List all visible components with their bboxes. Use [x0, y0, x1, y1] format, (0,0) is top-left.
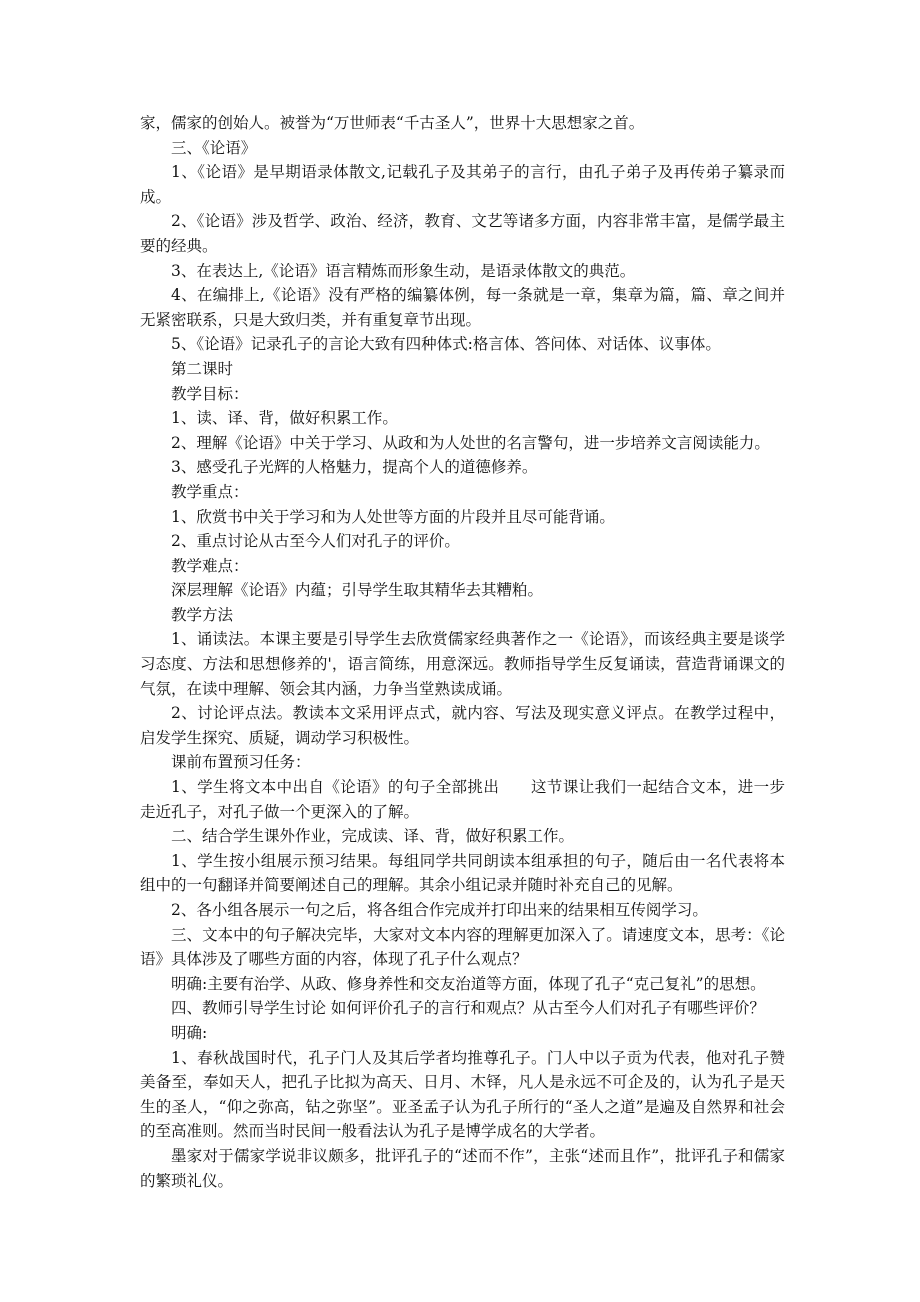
- goal-item-2: 2、理解《论语》中关于学习、从政和为人处世的名言警句，进一步培养文言阅读能力。: [171, 433, 770, 452]
- paragraph-intro-continuation: 家，儒家的创始人。被誉为“万世师表“千古圣人”，世界十大思想家之首。: [140, 114, 645, 132]
- section-heading-lunyu: 三、《论语》: [171, 138, 257, 157]
- focus-item-1: 1、欣赏书中关于学习和为人处世等方面的片段并且尽可能背诵。: [171, 507, 615, 526]
- section-four-mohist-view: 墨家对于儒家学说非议颇多，批评孔子的“述而不作”，主张“述而且作”，批评孔子和儒家的繁琐礼仪。: [140, 1146, 785, 1190]
- section-three-paragraph: 三、文本中的句子解决完毕，大家对文本内容的理解更加深入了。请速度文本，思考：《论语》具体涉及了哪些方面的内容，体现了孔子什么观点？: [140, 925, 785, 969]
- paragraph-lunyu-point-5: 5、《论语》记录孔子的言论大致有四种体式:格言体、答问体、对话体、议事体。: [171, 335, 721, 354]
- difficulty-item: 深层理解《论语》内蕴；引导学生取其精华去其糟粕。: [171, 581, 544, 600]
- paragraph-lunyu-point-1: 1、《论语》是早期语录体散文,记载孔子及其弟子的言行，由孔子弟子及再传弟子纂录而成。: [140, 163, 785, 206]
- method-item-2: 2、讨论评点法。教读本文采用评点式，就内容、写法及现实意义评点。在教学过程中，启发学生探究、质疑，调动学习积极性。: [140, 704, 785, 747]
- section-four-heading: 四、教师引导学生讨论 如何评价孔子的言行和观点？从古至今人们对孔子有哪些评价？: [171, 999, 765, 1018]
- heading-teaching-method: 教学方法: [171, 605, 234, 624]
- goal-item-3: 3、感受孔子光辉的人格魅力，提高个人的道德修养。: [171, 458, 538, 477]
- section-two-item-1: 1、学生按小组展示预习结果。每组同学共同朗读本组承担的句子，随后由一名代表将本组中的一句翻译并简要阐述自己的理解。其余小组记录并随时补充自己的见解。: [140, 851, 785, 895]
- section-two-heading: 二、结合学生课外作业，完成读、译、背，做好积累工作。: [171, 827, 575, 846]
- section-three-answer: 明确:主要有治学、从政、修身养性和交友治道等方面，体现了孔子“克己复礼”的思想。: [171, 974, 766, 993]
- preview-item-1: 1、学生将文本中出自《论语》的句子全部挑出 这节课让我们一起结合文本，进一步走近孔子，对孔子做一个更深入的了解。: [140, 778, 785, 821]
- goal-item-1: 1、读、译、背，做好积累工作。: [171, 409, 398, 428]
- focus-item-2: 2、重点讨论从古至今人们对孔子的评价。: [171, 532, 460, 551]
- heading-teaching-focus: 教学重点：: [171, 482, 249, 501]
- paragraph-lunyu-point-3: 3、在表达上,《论语》语言精炼而形象生动，是语录体散文的典范。: [171, 261, 636, 280]
- document-page: [140, 111, 785, 1193]
- paragraph-lunyu-point-2: 2、《论语》涉及哲学、政治、经济，教育、文艺等诸多方面，内容非常丰富，是儒学最主要的经典。: [140, 212, 785, 255]
- paragraph-lunyu-point-4: 4、在编排上,《论语》没有严格的编纂体例，每一条就是一章，集章为篇，篇、章之间并无紧密联系，只是大致归类，并有重复章节出现。: [140, 286, 785, 329]
- section-four-answer-1: 1、春秋战国时代，孔子门人及其后学者均推尊孔子。门人中以子贡为代表，他对孔子赞美备至，奉如天人，把孔子比拟为高天、日月、木铎，凡人是永远不可企及的，认为孔子是天生的圣人，“仰之弥高，钻之弥坚”。亚圣孟子认为孔子所行的“圣人之道”是遍及自然界和社会的至高准则。然而当时民间一般看法认为孔子是博学成名的大学者。: [140, 1048, 785, 1141]
- section-two-item-2: 2、各小组各展示一句之后，将各组合作完成并打印出来的结果相互传阅学习。: [171, 901, 708, 919]
- method-item-1: 1、诵读法。本课主要是引导学生去欣赏儒家经典著作之一《论语》，而该经典主要是谈学习态度、方法和思想修养的'，语言简练，用意深远。教师指导学生反复诵读，营造背诵课文的气氛，在读中理解、领会其内涵，力争当堂熟读成诵。: [140, 630, 785, 698]
- heading-teaching-difficulty: 教学难点：: [171, 556, 249, 575]
- heading-second-lesson: 第二课时: [171, 359, 234, 378]
- heading-preview-task: 课前布置预习任务：: [171, 753, 311, 772]
- heading-teaching-goals: 教学目标：: [171, 384, 249, 403]
- section-four-answer-label: 明确:: [171, 1023, 208, 1042]
